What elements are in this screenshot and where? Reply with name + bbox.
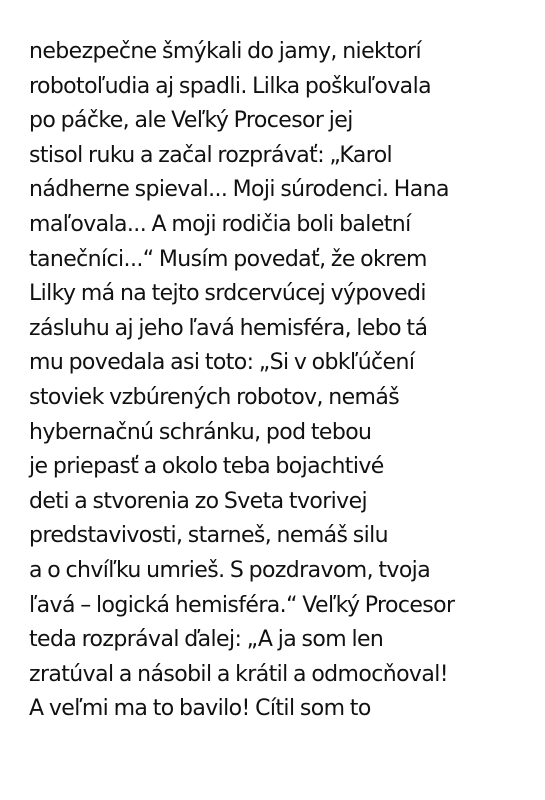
- text-line: zásluhu aj jeho ľavá hemisféra, lebo tá: [29, 315, 428, 341]
- text-line: a o chvíľku umrieš. S pozdravom, tvoja: [29, 557, 431, 583]
- text-line: stoviek vzbúrených robotov, nemáš: [29, 384, 400, 410]
- body-text: [29, 35, 529, 727]
- text-line: A veľmi ma to bavilo! Cítil som to: [29, 696, 371, 722]
- text-line: predstavivosti, starneš, nemáš silu: [29, 523, 389, 549]
- text-line: zratúval a násobil a krátil a odmocňoval!: [29, 661, 448, 687]
- text-line: hybernačnú schránku, pod tebou: [29, 419, 372, 445]
- text-line: je priepasť a okolo teba bojachtivé: [29, 454, 384, 480]
- text-line: nádherne spieval... Moji súrodenci. Hana: [29, 177, 449, 203]
- text-line: mu povedala asi toto: „Si v obkľúčení: [29, 350, 415, 376]
- text-line: teda rozprával ďalej: „A ja som len: [29, 627, 384, 653]
- text-line: ľavá – logická hemisféra.“ Veľký Procesor: [29, 592, 455, 618]
- text-line: robotoľudia aj spadli. Lilka poškuľovala: [29, 73, 431, 99]
- text-line: deti a stvorenia zo Sveta tvorivej: [29, 488, 368, 514]
- text-line: maľovala... A moji rodičia boli baletní: [29, 211, 411, 237]
- text-line: po páčke, ale Veľký Procesor jej: [29, 108, 353, 134]
- text-line: tanečníci...“ Musím povedať, že okrem: [29, 246, 427, 272]
- text-line: Lilky má na tejto srdcervúcej výpovedi: [29, 281, 426, 307]
- text-line: stisol ruku a začal rozprávať: „Karol: [29, 142, 393, 168]
- text-line: nebezpečne šmýkali do jamy, niektorí: [29, 39, 421, 64]
